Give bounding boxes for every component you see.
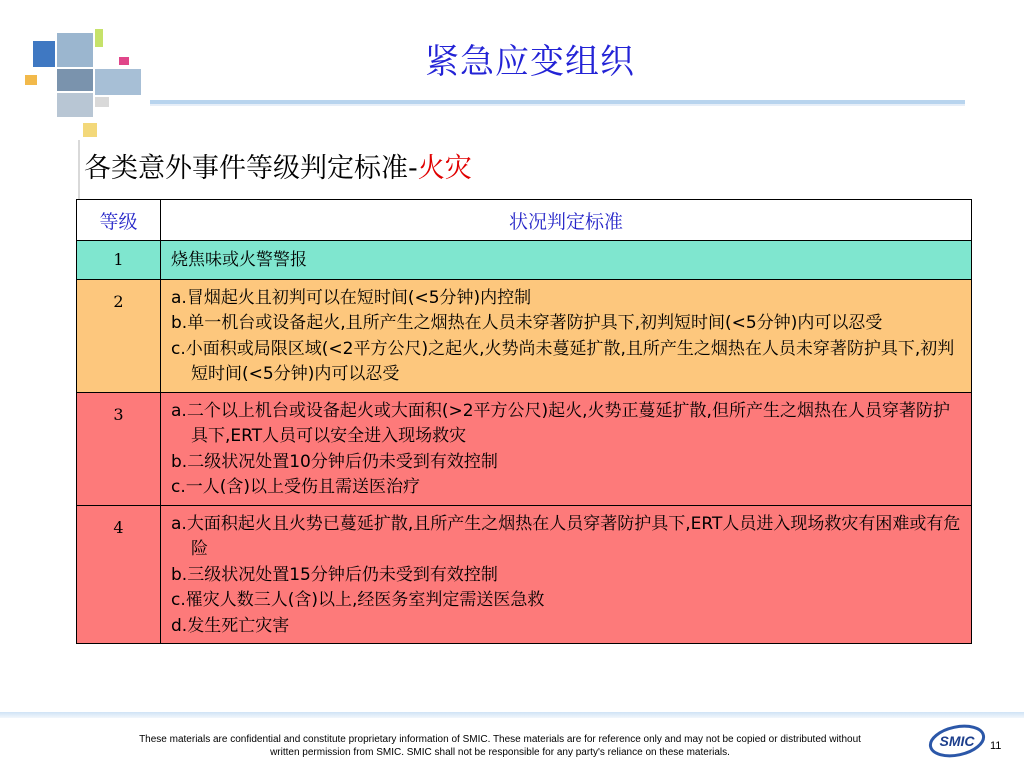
- criteria-cell: [161, 279, 972, 392]
- criteria-cell: [161, 505, 972, 644]
- criteria-item: c.一人(含)以上受伤且需送医治疗: [171, 477, 421, 497]
- slide-subtitle: [84, 146, 472, 185]
- level-cell: 1: [77, 241, 161, 280]
- criteria-item: a.冒烟起火且初判可以在短时间(<5分钟)内控制: [171, 287, 532, 308]
- criteria-item: a.大面积起火且火势已蔓延扩散,且所产生之烟热在人员穿著防护具下,ERT人员进入现场救灾有困难或有危险: [171, 513, 961, 559]
- criteria-item: d.发生死亡灾害: [171, 615, 290, 636]
- subtitle-main: 各类意外事件等级判定标准-: [84, 153, 418, 184]
- smic-logo-text: SMIC: [939, 733, 975, 749]
- criteria-cell: [161, 392, 972, 505]
- level-cell: 3: [77, 392, 161, 505]
- table-row: [77, 241, 972, 280]
- criteria-item: b.三级状况处置15分钟后仍未受到有效控制: [171, 564, 498, 585]
- slide-title: 紧急应变组织: [425, 42, 635, 82]
- criteria-item: c.罹灾人数三人(含)以上,经医务室判定需送医急救: [171, 590, 545, 610]
- notice-line-1: These materials are confidential and constitute proprietary information of SMIC. These materials are for reference only and may not be copied or distributed without: [139, 734, 861, 745]
- level-cell: 2: [77, 279, 161, 392]
- page-number: 11: [990, 740, 1002, 752]
- table-row: [77, 392, 972, 505]
- subtitle-highlight: 火灾: [417, 153, 472, 184]
- criteria-item: b.二级状况处置10分钟后仍未受到有效控制: [171, 451, 498, 472]
- criteria-item: b.单一机台或设备起火,且所产生之烟热在人员未穿著防护具下,初判短时间(<5分钟)内可以忍受: [171, 313, 883, 333]
- table-header-row: [77, 200, 972, 241]
- criteria-cell: [161, 241, 972, 280]
- side-divider: [78, 140, 80, 200]
- incident-level-table: [76, 199, 972, 644]
- table-row: [77, 279, 972, 392]
- header-level: 等级: [77, 200, 161, 241]
- confidentiality-notice: [80, 733, 920, 759]
- criteria-item: a.二个以上机台或设备起火或大面积(>2平方公尺)起火,火势正蔓延扩散,但所产生之烟热在人员穿著防护具下,ERT人员可以安全进入现场救灾: [171, 400, 950, 446]
- criteria-item: c.小面积或局限区域(<2平方公尺)之起火,火势尚未蔓延扩散,且所产生之烟热在人员未穿著防护具下,初判短时间(<5分钟)内可以忍受: [171, 338, 955, 384]
- smic-logo-icon: [928, 724, 986, 758]
- criteria-item: 烧焦味或火警警报: [171, 250, 307, 270]
- footer-divider: [0, 712, 1024, 718]
- decorative-photo-mosaic: [22, 28, 142, 138]
- table-row: [77, 505, 972, 644]
- title-divider-shadow: [150, 104, 965, 106]
- notice-line-2: written permission from SMIC. SMIC shall not be responsible for any party's reliance on these materials.: [270, 747, 730, 758]
- header-criteria: 状况判定标准: [161, 200, 972, 241]
- level-cell: 4: [77, 505, 161, 644]
